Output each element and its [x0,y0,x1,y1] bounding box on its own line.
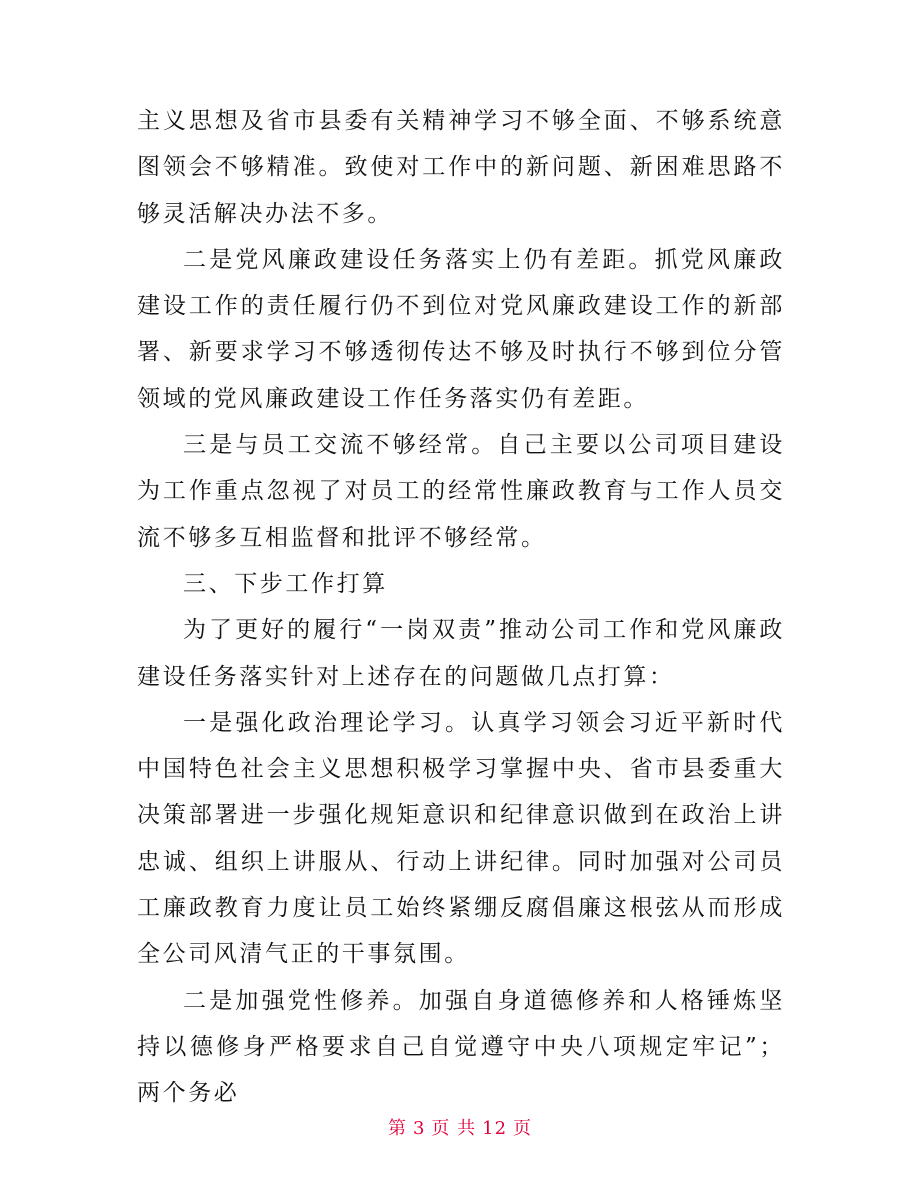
footer-middle: 页 共 [431,1118,477,1139]
footer-prefix: 第 [387,1118,407,1139]
document-body [137,98,785,1117]
paragraph-3: 三是与员工交流不够经常。自己主要以公司项目建设为工作重点忽视了对员工的经常性廉政教育与工作人员交流不够多互相监督和批评不够经常。 [137,432,785,551]
footer-total-pages: 12 [482,1118,508,1139]
footer-suffix: 页 [513,1118,533,1139]
page-footer [0,1114,920,1140]
footer-page-number: 3 [412,1118,426,1139]
paragraph-5: 一是强化政治理论学习。认真学习领会习近平新时代中国特色社会主义思想积极学习掌握中央、省市县委重大决策部署进一步强化规矩意识和纪律意识做到在政治上讲忠诚、组织上讲服从、行动上讲纪律。同时加强对公司员工廉政教育力度让员工始终紧绷反腐倡廉这根弦从而形成全公司风清气正的干事氛围。 [137,709,785,968]
paragraph-4: 为了更好的履行“一岗双责”推动公司工作和党风廉政建设任务落实针对上述存在的问题做几点打算： [137,617,785,690]
section-heading: 三、下步工作打算 [183,570,388,597]
paragraph-2: 二是党风廉政建设任务落实上仍有差距。抓党风廉政建设工作的责任履行仍不到位对党风廉政建设工作的新部署、新要求学习不够透彻传达不够及时执行不够到位分管领域的党风廉政建设工作任务落实仍有差距。 [137,246,785,412]
paragraph-1: 主义思想及省市县委有关精神学习不够全面、不够系统意图领会不够精准。致使对工作中的新问题、新困难思路不够灵活解决办法不多。 [137,108,785,227]
paragraph-6: 二是加强党性修养。加强自身道德修养和人格锤炼坚持以德修身严格要求自己自觉遵守中央八项规定牢记”；两个务必 [137,987,785,1107]
